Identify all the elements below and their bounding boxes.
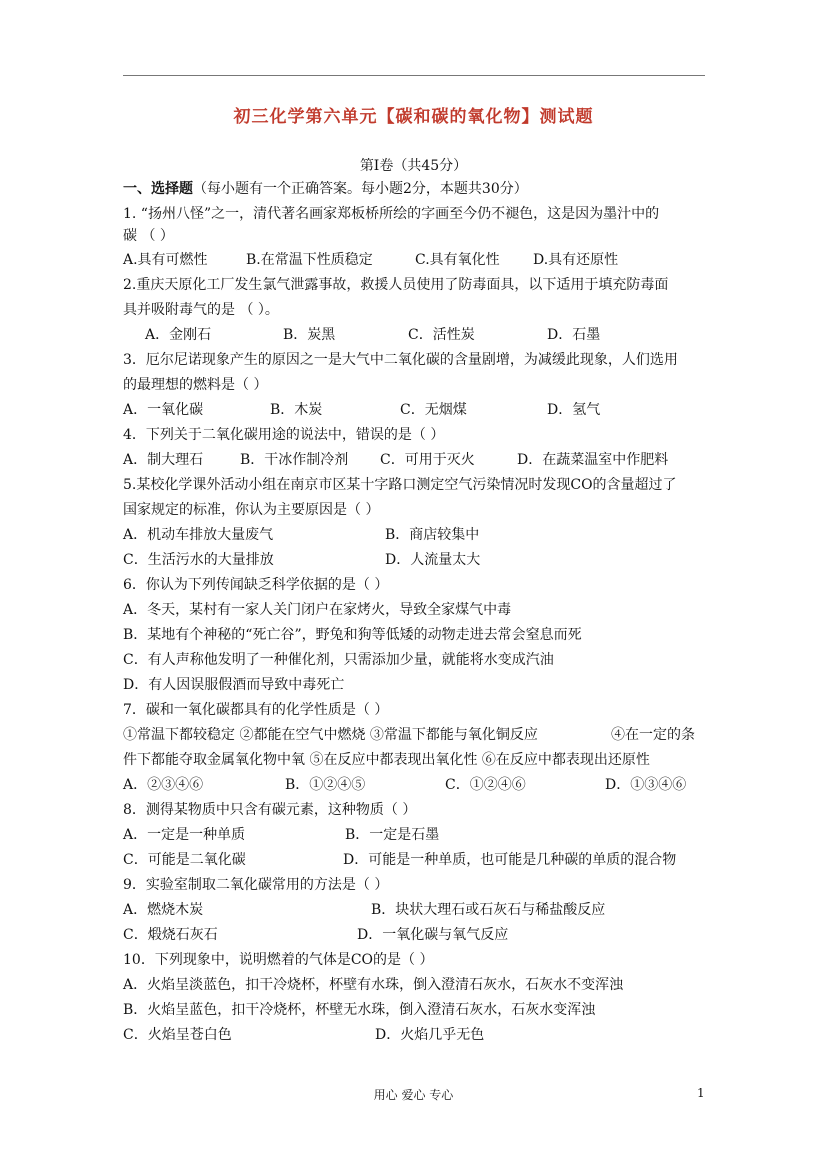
q8-option-b: B．一定是石墨 [345,827,440,843]
q6-option-a: A．冬天，某村有一家人关门闭户在家烤火，导致全家煤气中毒 [123,602,512,618]
q6-option-c: C．有人声称他发明了一种催化剂，只需添加少量，就能将水变成汽油 [123,652,554,668]
q6-option-b: B．某地有个神秘的“死亡谷”，野兔和狗等低矮的动物走进去常会窒息而死 [123,627,582,643]
section-heading: 一、选择题（每小题有一个正确答案。每小题2分，本题共30分） [123,181,528,197]
q10-option-a: A．火焰呈淡蓝色，扣干冷烧杯，杯壁有水珠，倒入澄清石灰水，石灰水不变浑浊 [123,977,624,993]
q6-stem: 6．你认为下列传闻缺乏科学依据的是（ ） [123,577,389,593]
q6-option-d: D．有人因误服假酒而导致中毒死亡 [123,677,345,693]
page-footer: 用心 爱心 专心 [373,1088,454,1102]
q7-option-a: A．②③④⑥ [123,777,204,793]
q3-option-b: B．木炭 [270,402,323,418]
q2-stem-cont: 具并吸附毒气的是 （ ）。 [123,302,279,318]
q9-option-d: D．一氧化碳与氧气反应 [357,927,509,943]
q5-stem-cont: 国家规定的标准，你认为主要原因是（ ） [123,502,380,518]
q5-option-b: B．商店较集中 [385,527,480,543]
q1-stem: 1. “扬州八怪”之一，清代著名画家郑板桥所绘的字画至今仍不褪色，这是因为墨汁中的 [123,206,660,222]
q4-stem: 4．下列关于二氧化碳用途的说法中，错误的是（ ） [123,427,445,443]
q4-option-d: D．在蔬菜温室中作肥料 [517,452,669,468]
q5-stem: 5.某校化学课外活动小组在南京市区某十字路口测定空气污染情况时发现CO的含量超过了 [123,477,677,493]
q10-option-b: B．火焰呈蓝色，扣干冷烧杯，杯壁无水珠，倒入澄清石灰水，石灰水变浑浊 [123,1002,596,1018]
q5-option-c: C．生活污水的大量排放 [123,552,274,568]
q9-option-a: A．燃烧木炭 [123,902,204,918]
q9-option-b: B．块状大理石或石灰石与稀盐酸反应 [371,902,606,918]
q3-option-d: D．氢气 [547,402,601,418]
q10-option-c: C．火焰呈苍白色 [123,1027,232,1043]
q7-stem: 7．碳和一氧化碳都具有的化学性质是（ ） [123,702,389,718]
q3-stem: 3．厄尔尼诺现象产生的原因之一是大气中二氧化碳的含量剧增，为减缓此现象，人们选用 [123,352,678,368]
q7-statements-cont: 件下都能夺取金属氧化物中氧 ⑤在反应中都表现出氧化性 ⑥在反应中都表现出还原性 [123,752,650,768]
q7-option-c: C．①②④⑥ [445,777,526,793]
q8-option-a: A．一定是一种单质 [123,827,246,843]
page-title: 初三化学第六单元【碳和碳的氧化物】测试题 [233,107,594,127]
q10-option-d: D．火焰几乎无色 [375,1027,485,1043]
q10-stem: 10．下列现象中，说明燃着的气体是CO的是（ ） [123,952,434,968]
page-number: 1 [697,1086,705,1100]
q9-option-c: C．煅烧石灰石 [123,927,218,943]
q2-stem: 2.重庆天原化工厂发生氯气泄露事故，救援人员使用了防毒面具，以下适用于填充防毒面 [123,277,669,293]
q8-option-c: C．可能是二氧化碳 [123,852,246,868]
q1-stem-cont: 碳 （ ） [123,228,174,244]
q1-option-d: D.具有还原性 [533,252,619,268]
q3-option-c: C．无烟煤 [400,402,467,418]
q2-option-c: C．活性炭 [408,327,475,343]
q8-stem: 8．测得某物质中只含有碳元素，这种物质（ ） [123,802,417,818]
paper-part-subtitle: 第Ⅰ卷（共45分） [359,158,468,174]
q5-option-a: A．机动车排放大量废气 [123,527,274,543]
q4-option-c: C．可用于灭火 [380,452,475,468]
q9-stem: 9．实验室制取二氧化碳常用的方法是（ ） [123,877,389,893]
q7-option-b: B．①②④⑤ [285,777,366,793]
q1-option-a: A.具有可燃性 [123,252,208,268]
q1-option-b: B.在常温下性质稳定 [246,252,373,268]
q7-statements-part2: ④在一定的条 [611,727,695,743]
q2-option-a: A．金刚石 [145,327,212,343]
q7-statements-part1: ①常温下都较稳定 ②都能在空气中燃烧 ③常温下都能与氧化铜反应 [123,727,538,743]
q1-option-c: C.具有氧化性 [415,252,500,268]
q8-option-d: D．可能是一种单质，也可能是几种碳的单质的混合物 [343,852,677,868]
q3-option-a: A．一氧化碳 [123,402,204,418]
header-rule [123,75,705,76]
q2-option-b: B．炭黑 [283,327,336,343]
q2-option-d: D．石墨 [547,327,601,343]
q5-option-d: D．人流量太大 [385,552,481,568]
q4-option-a: A．制大理石 [123,452,204,468]
q3-stem-cont: 的最理想的燃料是（ ） [123,377,268,393]
q4-option-b: B．干冰作制冷剂 [240,452,349,468]
q7-option-d: D．①③④⑥ [605,777,687,793]
